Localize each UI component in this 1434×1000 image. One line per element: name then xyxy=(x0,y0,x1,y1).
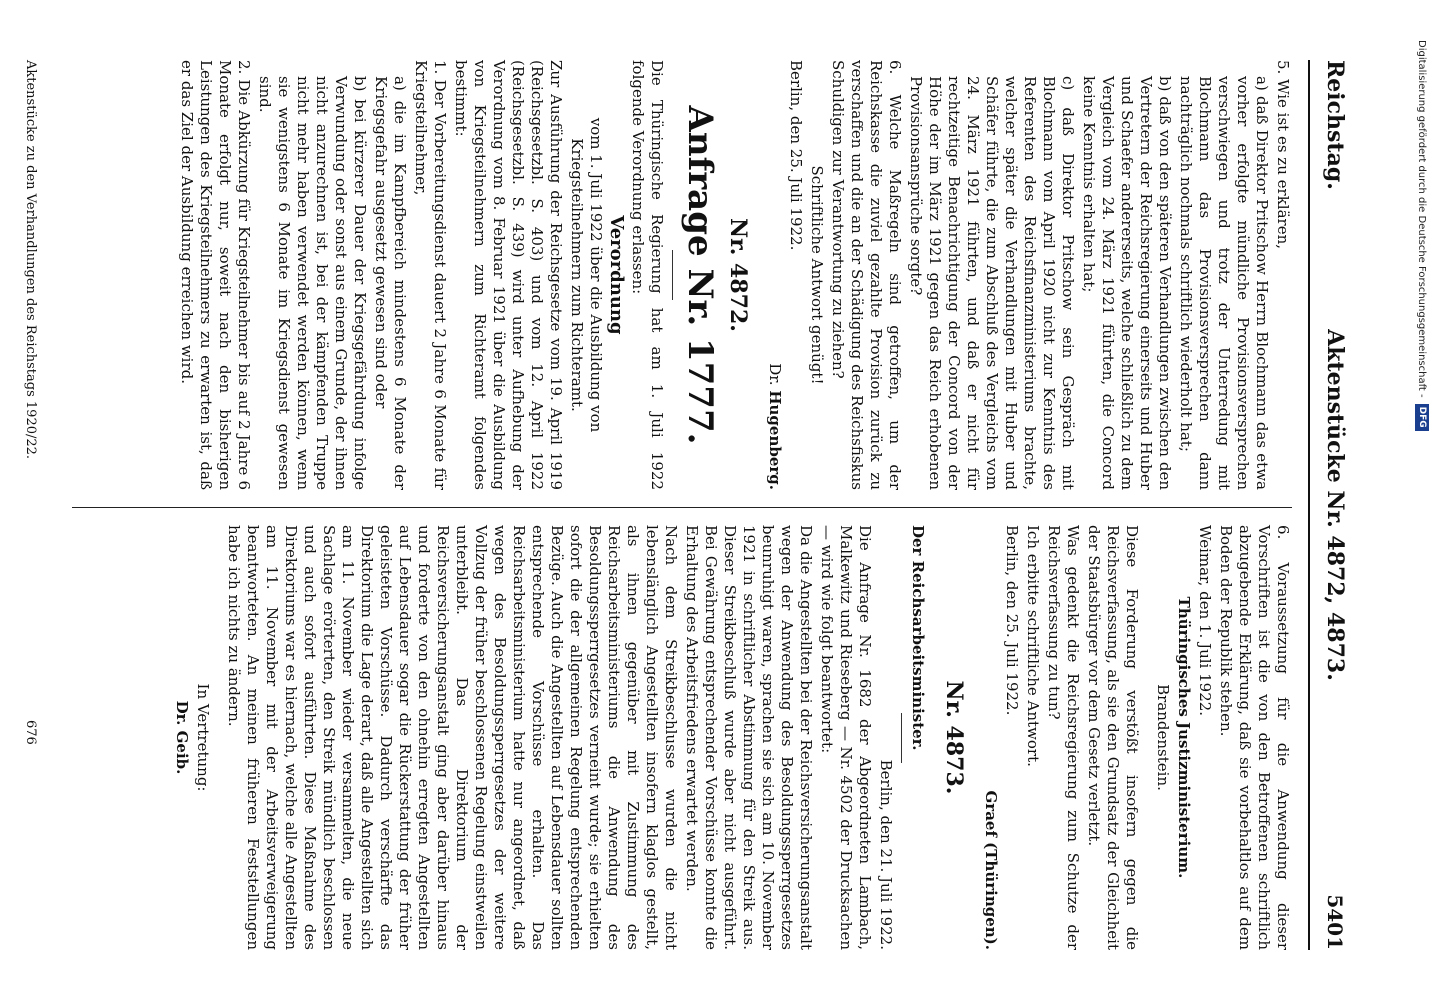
point-1: 1. Der Vorbereitungsdienst dauert 2 Jahre 6 Monate für Kriegsteilnehmer, xyxy=(412,60,449,490)
anfrage-intro: Die Thüringische Regierung hat am 1. Juli 1922 folgende Verordnung erlassen: xyxy=(629,60,666,490)
nr-4873-title: Nr. 4873. xyxy=(941,680,967,795)
question-paragraph: Was gedenkt die Reichsregierung zum Schutze der Reichsverfassung zu tun? xyxy=(1045,525,1082,950)
berlin-date-2: Berlin, den 21. Juli 1922. xyxy=(877,759,895,950)
header-title: Aktenstücke Nr. 4872, 4873. xyxy=(1322,329,1348,681)
title-rule xyxy=(672,250,673,300)
request-line: Ich erbitte schriftliche Antwort. xyxy=(1024,525,1042,767)
verordnung-subtitle: vom 1. Juli 1922 über die Ausbildung von Kriegsteilnehmern zum Richteramt. xyxy=(568,117,605,433)
representative-signer: Dr. Geib. xyxy=(173,700,191,775)
left-column xyxy=(175,60,1292,490)
signature-line xyxy=(765,60,784,490)
header-rule xyxy=(1308,60,1310,950)
page-number-bottom: 676 xyxy=(23,720,38,745)
answer-paragraph-2: Nach dem Streikbeschlusse wurden die nicht lebenslänglich Angestellten insofern klaglos gestellt, als ihnen gegenüber mit Zustimmung des Reichsarbeitsministeriums die Anwendung des Besoldungssperrgesetzes verneint wurde; sie erhielten sofort die der allgemeinen Regelung entsprechenden Bezüge. Auch die Angestellten auf Lebensdauer sollten entsprechende Vorschüsse erhalten. Das Reichsarbeitsministerium hatte nur angeordnet, daß wegen des Besoldungssperrgesetzes der weitere Vollzug der früher beschlossenen Regelung einstweilen unterbleibt. Das Direktorium der Reichsversicherungsanstalt ging aber darüber hinaus und forderte von den ohnehin erregten Angestellten auf Lebensdauer sogar die Rückerstattung der früher geleisteten Vorschüsse. Dadurch verschärfte das Direktorium die Lage derart, daß alle Angestellten sich am 11. November wieder versammelten, die neue Sachlage erörterten, den Streik mündlich beschlossen und auch sofort ausführten. Diese Maßnahme des Direktoriums war es hiernach, welche alle Angestellten am 11. November mit der Arbeitsverweigerung beantworteten. An meinen früheren Feststellungen habe ich nichts zu ändern. xyxy=(225,525,680,950)
answer-intro: Die Anfrage Nr. 1682 der Abgeordneten Lambach, Malkewitz und Rieseberg — Nr. 4502 der Drucksachen — wird wie folgt beantwortet: xyxy=(818,525,874,950)
item-c: c) daß Direktor Pritschow sein Gespräch mit Blochmann vom April 1920 nicht zur Kenntnis des Referenten des Reichsfinanzministeriums brachte, welcher später die Verhandlungen mit Huber und Schäfer führte, die zum Abschluß des Vergleichs vom 24. März 1921 führten, und daß er nicht für rechtzeitige Benachrichtigung der Concord von der Höhe der im März 1921 gegen das Reich erhobenen Provisionsansprüche sorgte? xyxy=(907,76,1077,490)
point-6: 6. Voraussetzung für die Anwendung dieser Vorschriften ist die von den Betroffenen schriftlich abzugebende Erklärung, daß sie vorbehaltlos auf dem Boden der Republik stehen. xyxy=(1217,525,1292,950)
verordnung-text: Zur Ausführung der Reichsgesetze vom 19. April 1919 (Reichsgesetzbl. S. 403) und vom 12. April 1922 (Reichsgesetzbl. S. 439) wird unter Aufhebung der Verordnung vom 8. Februar 1921 über die Ausbildung von Kriegsteilnehmern zum Richteramt folgendes bestimmt: xyxy=(452,60,565,490)
question-6: 6. Welche Maßregeln sind getroffen, um der Reichskasse die zuviel gezahlte Provision zurück zu verschaffen und die an der Schädigung des Reichsfiskus Schuldigen zur Verantwortung zu ziehen? xyxy=(829,60,904,490)
question-5: 5. Wie ist es zu erklären, xyxy=(1274,60,1292,249)
signer-graef: Graef (Thüringen). xyxy=(982,790,1000,950)
item-b: b) daß von den späteren Verhandlungen zwischen den Vertretern der Reichsregierung einerseits und Huber und Schaefer andererseits, welche schließlich zu dem Vergleich vom 24. März 1921 führten, die Concord keine Kenntnis erhalten hat; xyxy=(1080,76,1174,490)
sender-rule xyxy=(901,713,902,763)
sender-line: Der Reichsarbeitsminister. xyxy=(909,525,927,751)
dfg-logo: DFG xyxy=(1415,404,1429,431)
left-date: Berlin, den 25. Juli 1922. xyxy=(787,60,805,251)
comment-paragraph: Diese Forderung verstößt insofern gegen die Reichsverfassung, als sie den Grundsatz der Gleichheit der Staatsbürger vor dem Gesetz verletzt. xyxy=(1085,525,1141,950)
signature-prefix: Dr. xyxy=(766,363,784,386)
point-1a: a) die im Kampfbereich mindestens 6 Monate der Kriegsgefahr ausgesetzt gewesen sind oder xyxy=(372,76,409,490)
weimar-date: Weimar, den 1. Juli 1922. xyxy=(1196,525,1214,717)
footer-source: Aktenstücke zu den Verhandlungen des Reichstags 1920/22. xyxy=(23,60,38,460)
anfrage-title: Anfrage Nr. 1777. xyxy=(680,105,720,445)
column-divider xyxy=(72,507,1292,508)
nr-4872-title: Nr. 4872. xyxy=(725,218,751,332)
point-2: 2. Die Abkürzung für Kriegsteilnehmer bis auf 2 Jahre 6 Monate erfolgt nur, soweit nach den bisherigen Leistungen des Kriegsteilnehmers zu erwarten ist, daß er das Ziel der Ausbildung erreichen wird. xyxy=(178,60,253,490)
berlin-date-1: Berlin, den 25. Juli 1922. xyxy=(1003,525,1021,716)
dfg-sidebar xyxy=(1412,40,1432,980)
point-1b: b) bei kürzerer Dauer der Kriegsgefährdung infolge Verwundung oder sonst aus einem Grunde, der ihnen nicht anzurechnen ist, bei der kämpfenden Truppe nicht mehr haben verwendet werden können, wenn sie wenigstens 6 Monate im Kriegsdienst gewesen sind. xyxy=(256,76,369,490)
page-number-top: 5401 xyxy=(1323,894,1347,950)
page-header xyxy=(1312,60,1352,950)
verordnung-title: Verordnung xyxy=(606,215,627,335)
signature-name: Hugenberg. xyxy=(766,390,784,490)
sidebar-credit: Digitalisierung gefördert durch die Deutsche Forschungsgemeinschaft - xyxy=(1416,40,1428,398)
answer-paragraph-1: Da die Angestellten bei der Reichsversicherungsanstalt wegen der Anwendung des Besoldungssperrgesetzes beunruhigt waren, sprachen sie sich am 10. November 1921 in schriftlicher Abstimmung für den Streik aus. Dieser Streikbeschluß wurde aber nicht ausgeführt. Bei Gewährung entsprechender Vorschüsse konnte die Erhaltung des Arbeitsfriedens erwartet werden. xyxy=(683,525,815,950)
ministry-name: Thüringisches Justizministerium. xyxy=(1175,596,1193,879)
right-column xyxy=(170,525,1292,950)
header-left: Reichstag. xyxy=(1322,60,1348,190)
item-a: a) daß Direktor Pritschow Herrn Blochmann das etwa vorher erfolgte mündliche Provisionsversprechen verschwiegen und trotz der Unterredung mit Blochmann das Provisionsversprechen dann nachträglich nochmals schriftlich wiederholt hat; xyxy=(1177,76,1271,490)
closing-note: Schriftliche Antwort genügt! xyxy=(808,165,826,385)
minister-name: Brandenstein. xyxy=(1154,684,1172,791)
representation-line: In Vertretung: xyxy=(194,683,212,792)
